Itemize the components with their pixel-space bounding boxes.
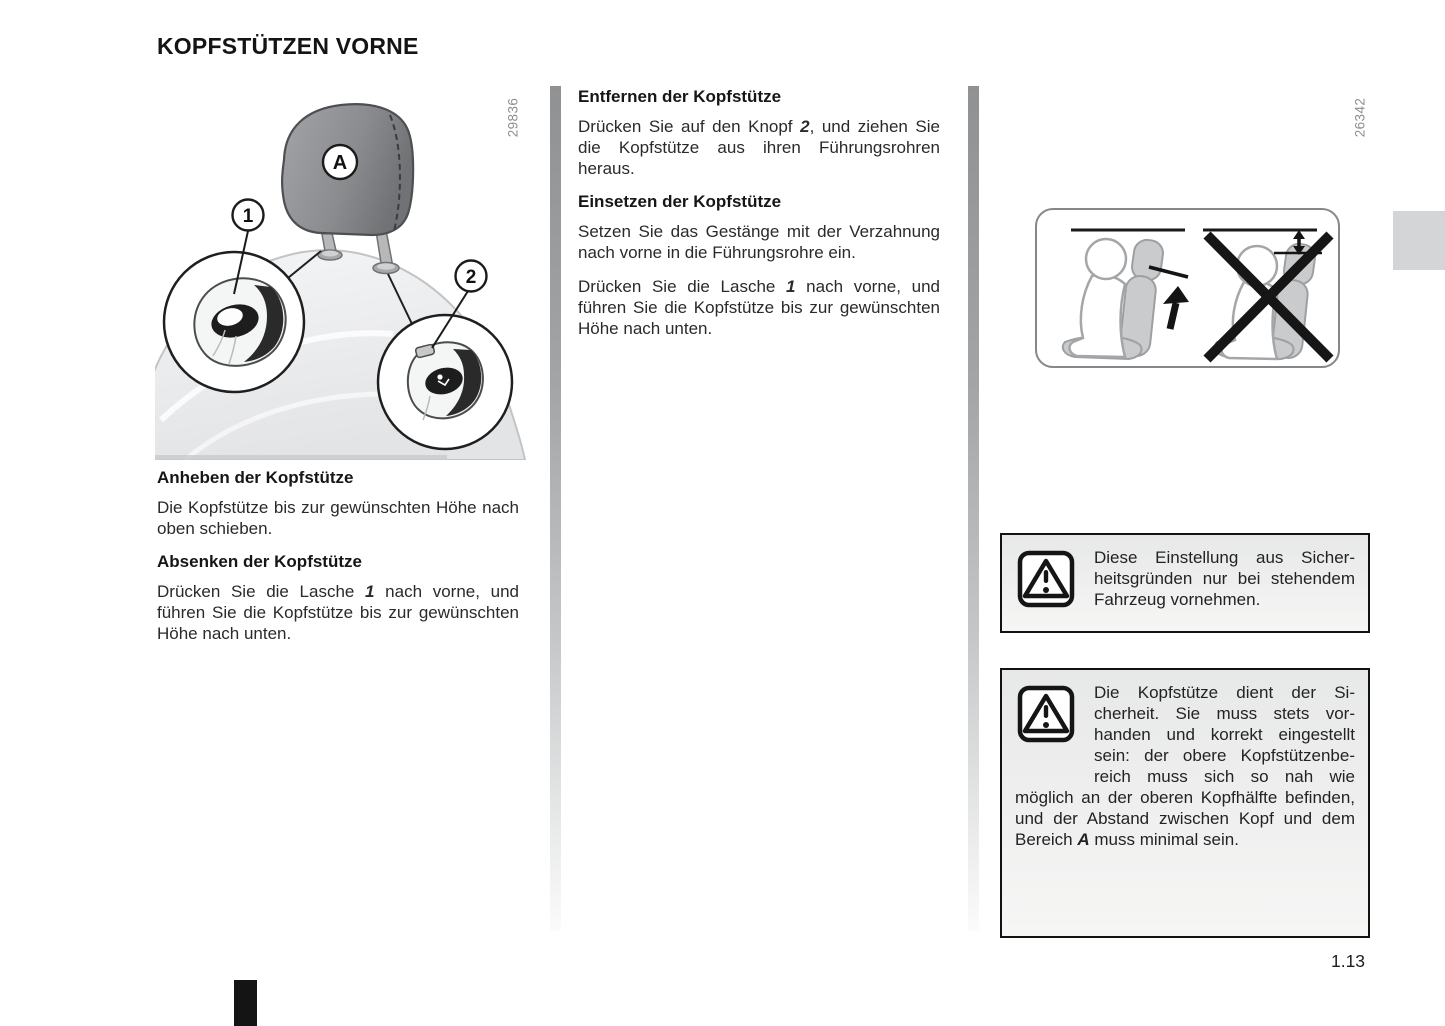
warning-box-adjustment [1000,533,1370,633]
section-heading-entfernen: Entfernen der Kopfstütze [578,87,782,106]
scene-correct [1063,230,1189,359]
svg-text:2: 2 [465,267,477,288]
paragraph-einsetzen-1: Setzen Sie das Gestänge mit der Verzahnung nach vorne in die Führungsrohre ein. [578,222,940,262]
svg-text:A: A [332,152,348,174]
chapter-bottom-tab [234,980,257,1026]
ref-lasche-1: 1 [365,582,375,601]
section-heading-anheben: Anheben der Kopfstütze [157,468,354,487]
callout-circle-1 [164,252,304,392]
up-arrow-icon [1163,286,1189,329]
warning-triangle-icon [1016,549,1078,609]
headrest-post-left [318,233,342,260]
headrest-post-right [373,230,399,274]
headrest-correct [1130,238,1164,282]
ref-lasche-1: 1 [786,277,796,296]
scene-incorrect [1203,230,1330,359]
paragraph-entfernen: Drücken Sie auf den Knopf 2, und ziehen Sie die Kopfstütze aus ihren Führungsrohren heraus. [578,117,940,178]
warning-text: Die Kopfstütze dient der Sicherheit. Sie muss stets vorhanden und korrekt eingestellt sein: der obere Kopfstützenbereich muss sich so nah wie möglich an der oberen Kopfhälfte befinden, und der Abstand zwischen Kopf und dem Bereich A muss minimal sein. [1015,683,1355,849]
warning-text: Diese Einstellung aus Sicherheitsgründen nur bei stehendem Fahrzeug vornehmen. [1094,548,1355,609]
label-2 [456,261,487,292]
paragraph-einsetzen-2: Drücken Sie die Lasche 1 nach vorne, und führen Sie die Kopfstütze bis zur gewünschten Höhe nach unten. [578,277,940,338]
ref-knopf-2: 2 [800,117,810,136]
seat-position-svg [1037,210,1337,365]
figure-number-seats: 26342 [1352,97,1368,137]
chapter-side-tab [1393,211,1445,270]
warning-triangle-icon [1016,684,1078,766]
paragraph-absenken: Drücken Sie die Lasche 1 nach vorne, und führen Sie die Kopfstütze bis zur gewünschten Höhe nach unten. [157,582,519,643]
label-1 [233,200,264,231]
figure-number-headrest: 29836 [505,97,521,137]
page-title: KOPFSTÜTZEN VORNE [157,33,419,59]
section-heading-absenken: Absenken der Kopfstütze [157,552,362,571]
person-head-correct [1086,239,1126,279]
callout-circle-2 [378,315,512,449]
middle-column [578,87,940,352]
warning-box-headrest-safety [1000,668,1370,938]
person-body-correct [1070,275,1125,357]
seat-position-diagram [1035,208,1340,368]
left-column [157,460,519,657]
page-number: 1.13 [1330,951,1366,971]
paragraph-anheben: Die Kopfstütze bis zur gewünschten Höhe nach oben schieben. [157,498,519,538]
svg-text:1: 1 [242,206,254,227]
section-heading-einsetzen: Einsetzen der Kopfstütze [578,192,782,211]
ref-bereich-a: A [1077,830,1090,849]
label-a [323,145,357,179]
column-divider-right [968,86,979,931]
column-divider-left [550,86,561,931]
